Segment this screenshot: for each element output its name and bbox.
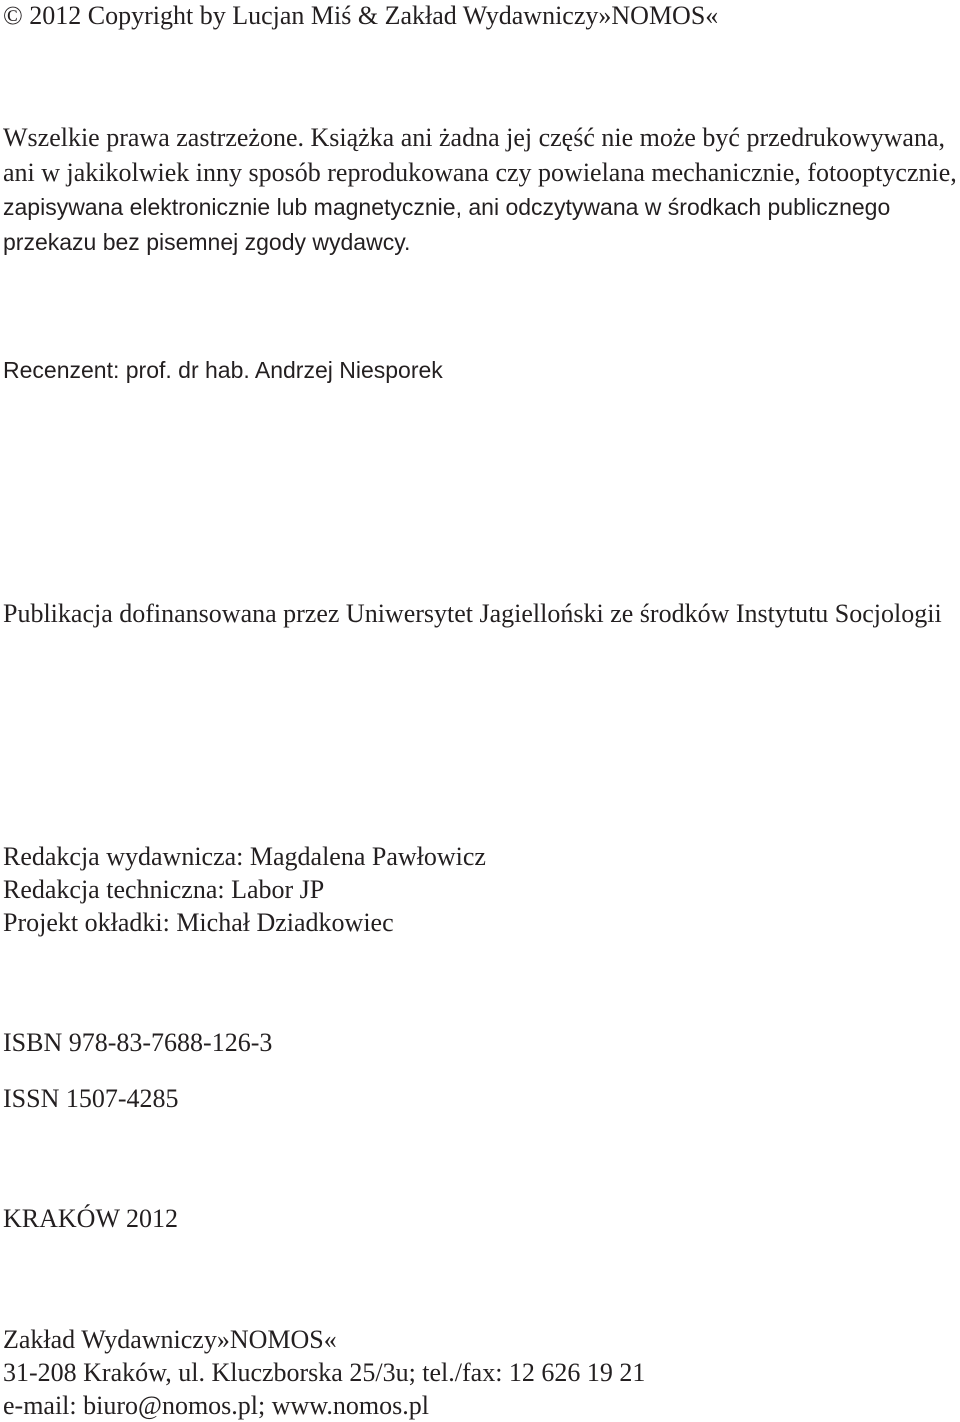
isbn-number: ISBN 978-83-7688-126-3 [3, 1028, 273, 1057]
funding-note: Publikacja dofinansowana przez Uniwersytet Jagielloński ze środków Instytutu Socjologii [3, 599, 942, 628]
rights-statement [3, 120, 957, 260]
publisher-address [3, 1323, 957, 1422]
editorial-credits [3, 840, 957, 939]
rights-line: Wszelkie prawa zastrzeżone. Książka ani żadna jej część nie może być przedrukowywana, [3, 123, 946, 152]
rights-line: zapisywana elektronicznie lub magnetycznie, ani odczytywana w środkach publicznego [3, 194, 891, 220]
rights-line: ani w jakikolwiek inny sposób reprodukowana czy powielana mechanicznie, fotooptycznie, [3, 158, 957, 187]
publisher-contact: e-mail: biuro@nomos.pl; www.nomos.pl [3, 1391, 429, 1420]
credit-line: Redakcja techniczna: Labor JP [3, 875, 325, 904]
credit-line: Redakcja wydawnicza: Magdalena Pawłowicz [3, 842, 486, 871]
rights-line: przekazu bez pisemnej zgody wydawcy. [3, 229, 411, 255]
copyright-notice: © 2012 Copyright by Lucjan Miś & Zakład Wydawniczy»NOMOS« [3, 1, 719, 30]
place-and-year: KRAKÓW 2012 [3, 1204, 179, 1233]
issn-number: ISSN 1507-4285 [3, 1084, 179, 1113]
publisher-street: 31-208 Kraków, ul. Kluczborska 25/3u; tel./fax: 12 626 19 21 [3, 1358, 646, 1387]
reviewer-line: Recenzent: prof. dr hab. Andrzej Niesporek [3, 357, 443, 383]
publisher-name: Zakład Wydawniczy»NOMOS« [3, 1325, 337, 1354]
credit-line: Projekt okładki: Michał Dziadkowiec [3, 908, 394, 937]
